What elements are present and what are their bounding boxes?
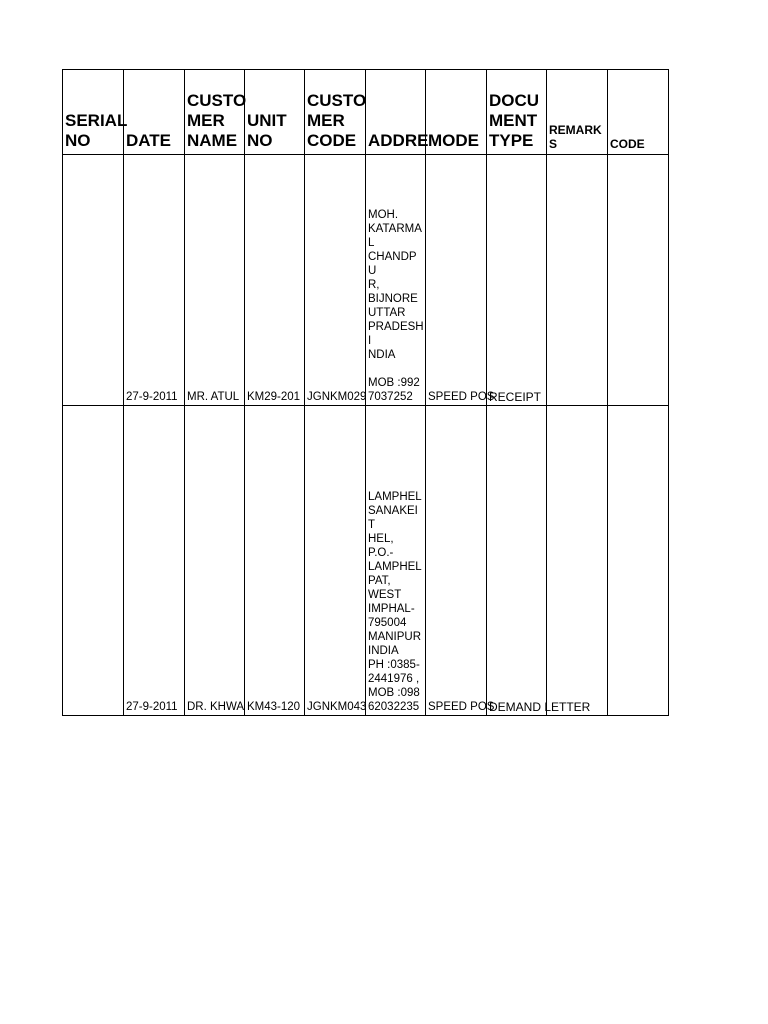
address-line (368, 362, 424, 376)
address-line: IMPHAL- (368, 603, 415, 615)
header-customer-name: CUSTO MER NAME (185, 70, 245, 155)
address-line: WEST (368, 589, 402, 601)
address-line: MOH. (368, 209, 399, 221)
address-line: BIJNORE (368, 293, 418, 305)
address-line: R, (368, 279, 380, 291)
address-line: 2441976 , (368, 673, 420, 685)
address-line: LAMPHEL (368, 491, 422, 503)
cell-customer-name: MR. ATUL (185, 155, 245, 406)
cell-unit-no: KM29-201 (245, 155, 305, 406)
cell-remarks (547, 155, 608, 406)
header-unit-no: UNIT NO (245, 70, 305, 155)
header-mode: MODE (426, 70, 487, 155)
cell-serial (63, 155, 124, 406)
cell-remarks (547, 406, 608, 716)
cell-document-type: RECEIPT (487, 155, 547, 406)
cell-customer-code: JGNKM029 (305, 155, 366, 406)
cell-customer-name: DR. KHWA (185, 406, 245, 716)
address-line: PH :0385- (368, 659, 420, 671)
cell-unit-no: KM43-120 (245, 406, 305, 716)
address-line: KATARMA (368, 223, 422, 235)
address-line: UTTAR (368, 307, 406, 319)
cell-address (366, 155, 426, 406)
address-line: MOB :992 (368, 377, 420, 389)
address-line: LAMPHEL (368, 561, 422, 573)
address-line: P.O.- (368, 547, 394, 559)
header-serial-no: SERIAL NO (63, 70, 124, 155)
address-line: PRADESHI (368, 321, 424, 347)
header-document-type: DOCU MENT TYPE (487, 70, 547, 155)
address-line: 62032235 (368, 701, 420, 713)
table-row (63, 155, 669, 406)
address-line: MOB :098 (368, 687, 420, 699)
address-line: PAT, (368, 575, 391, 587)
header-row (63, 70, 669, 155)
address-line: MANIPUR (368, 631, 422, 643)
cell-document-type: DEMAND LETTER (487, 406, 547, 716)
address-line: HEL, (368, 533, 394, 545)
address-line: SANAKEIT (368, 505, 418, 531)
cell-mode: SPEED POS (426, 155, 487, 406)
cell-code (608, 406, 669, 716)
address-line: INDIA (368, 645, 399, 657)
header-remarks: REMARK S (547, 70, 608, 155)
address-line: CHANDPU (368, 251, 417, 277)
address-line: NDIA (368, 349, 396, 361)
cell-customer-code: JGNKM043 (305, 406, 366, 716)
cell-serial (63, 406, 124, 716)
cell-address (366, 406, 426, 716)
cell-mode: SPEED POS (426, 406, 487, 716)
header-code: CODE (608, 70, 669, 155)
cell-code (608, 155, 669, 406)
cell-date: 27-9-2011 (124, 155, 185, 406)
address-line: L (368, 237, 375, 249)
document-table (62, 69, 669, 716)
header-address: ADDRE (366, 70, 426, 155)
address-line: 795004 (368, 617, 407, 629)
header-customer-code: CUSTO MER CODE (305, 70, 366, 155)
cell-date: 27-9-2011 (124, 406, 185, 716)
address-line: 7037252 (368, 391, 413, 403)
header-date: DATE (124, 70, 185, 155)
table-row (63, 406, 669, 716)
